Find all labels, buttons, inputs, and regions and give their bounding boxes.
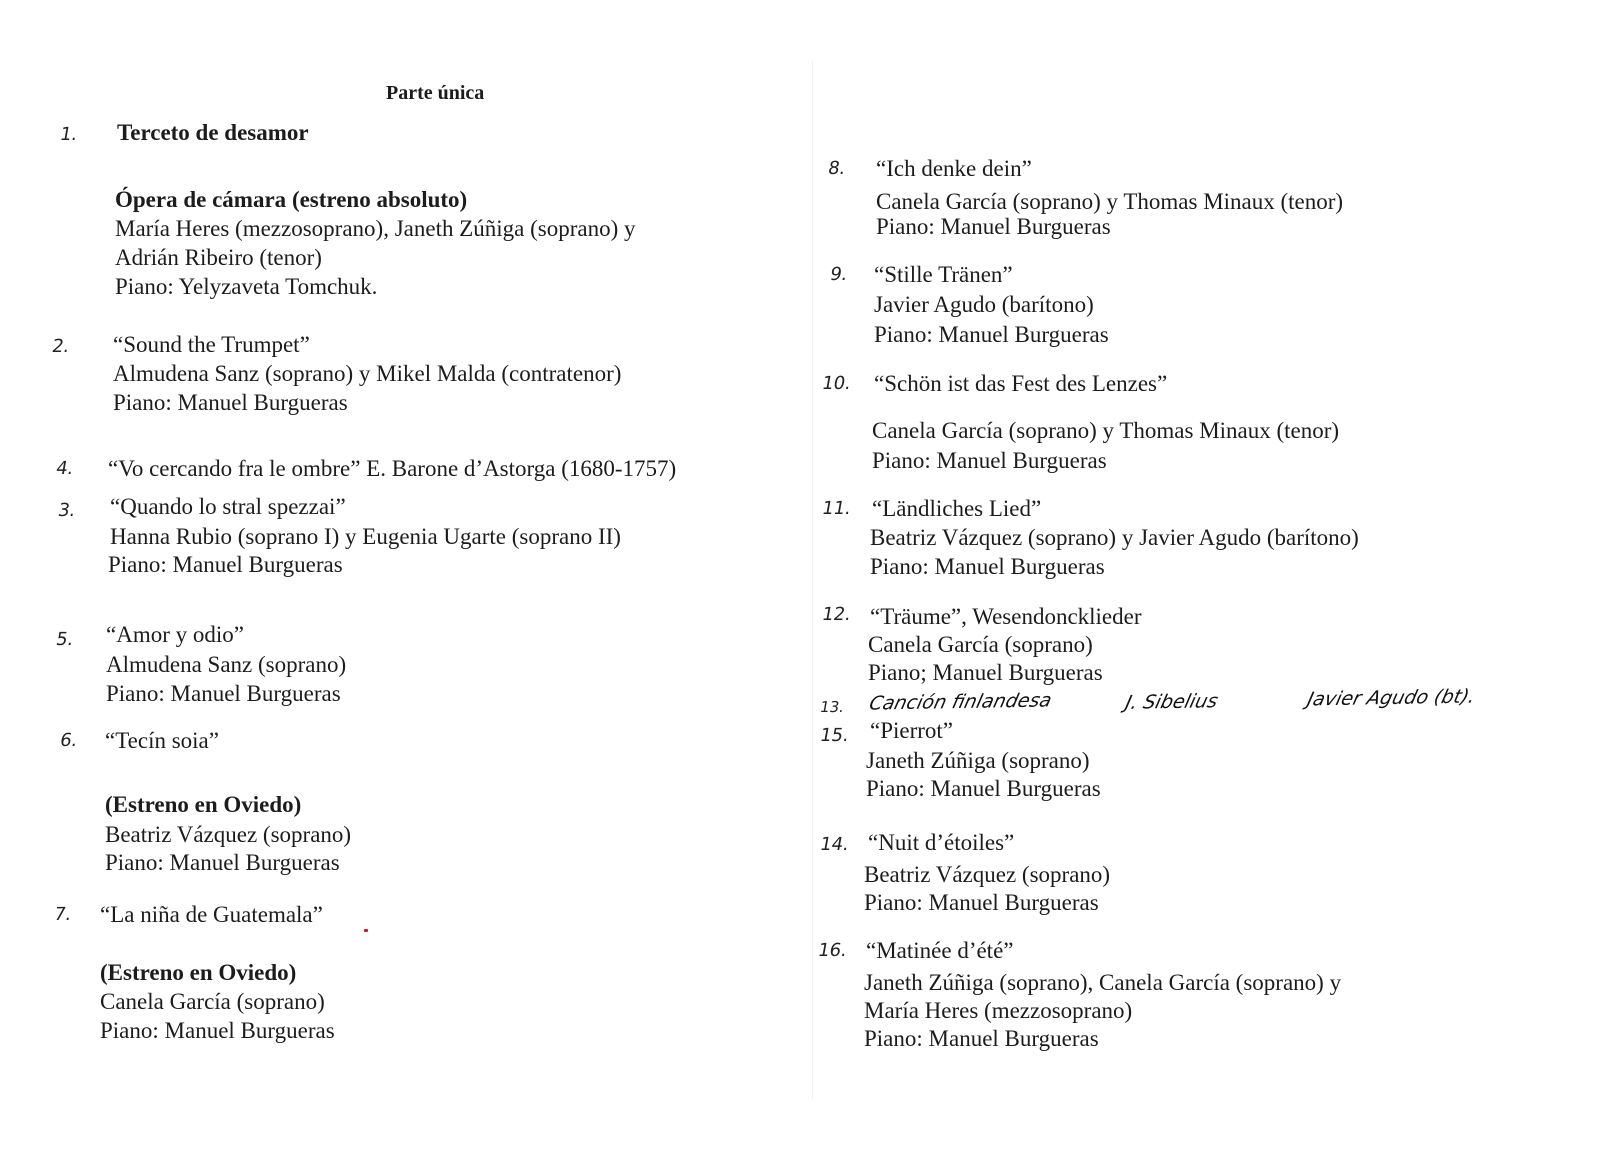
handwritten-composer: J. Sibelius xyxy=(1123,690,1221,714)
entry-piano: Piano: Manuel Burgueras xyxy=(866,776,1101,801)
entry-title: “Ich denke dein” xyxy=(876,156,1032,181)
entry-performers: Beatriz Vázquez (soprano) xyxy=(105,822,352,847)
entry-title: “Sound the Trumpet” xyxy=(113,332,310,357)
entry-number: 4. xyxy=(54,458,76,479)
entry-piano: Piano: Manuel Burgueras xyxy=(874,322,1109,347)
entry-title: Terceto de desamor xyxy=(117,120,309,145)
entry-performers: Almudena Sanz (soprano) xyxy=(106,652,347,677)
entry-number: 12. xyxy=(820,604,853,625)
entry-title: “La niña de Guatemala” xyxy=(100,902,323,927)
entry-piano: Piano: Manuel Burgueras xyxy=(108,552,343,577)
entry-piano: Piano: Manuel Burgueras xyxy=(876,214,1111,239)
entry-piano: Piano: Manuel Burgueras xyxy=(113,390,348,415)
entry-number: 1. xyxy=(58,124,80,145)
entry-piano: Piano: Yelyzaveta Tomchuk. xyxy=(115,274,378,299)
entry-title: “Matinée d’été” xyxy=(866,938,1014,963)
entry-title: “Schön ist das Fest des Lenzes” xyxy=(874,371,1168,396)
entry-title: “Stille Tränen” xyxy=(874,262,1013,287)
entry-piano: Piano: Manuel Burgueras xyxy=(106,681,341,706)
entry-performers: Canela García (soprano) xyxy=(100,989,325,1014)
entry-performers: Canela García (soprano) xyxy=(868,632,1093,657)
entry-number: 11. xyxy=(820,498,853,519)
entry-title: “Nuit d’étoiles” xyxy=(868,830,1015,855)
entry-title: “Ländliches Lied” xyxy=(872,496,1042,521)
entry-title: “Tecín soia” xyxy=(105,728,219,753)
entry-number: 7. xyxy=(52,904,74,925)
entry-title: “Amor y odio” xyxy=(106,622,244,647)
entry-piano: Piano: Manuel Burgueras xyxy=(864,890,1099,915)
entry-performers: Almudena Sanz (soprano) y Mikel Malda (contratenor) xyxy=(113,361,622,386)
entry-performers: Beatriz Vázquez (soprano) y Javier Agudo (barítono) xyxy=(870,525,1359,550)
entry-performers: Canela García (soprano) y Thomas Minaux (tenor) xyxy=(876,189,1344,214)
entry-piano: Piano: Manuel Burgueras xyxy=(864,1026,1099,1051)
entry-piano: Piano: Manuel Burgueras xyxy=(105,850,340,875)
entry-performers: Janeth Zúñiga (soprano), Canela García (soprano) y xyxy=(864,970,1342,995)
handwritten-performers: Javier Agudo (bt). xyxy=(1305,685,1478,711)
entry-performers: Beatriz Vázquez (soprano) xyxy=(864,862,1111,887)
entry-performers: Adrián Ribeiro (tenor) xyxy=(115,245,322,270)
entry-number: 6. xyxy=(58,730,80,751)
entry-number: 13. xyxy=(818,698,846,716)
entry-title: “Vo cercando fra le ombre” E. Barone d’Astorga (1680-1757) xyxy=(108,456,677,481)
entry-performers: Hanna Rubio (soprano I) y Eugenia Ugarte (soprano II) xyxy=(110,524,621,549)
entry-performers: María Heres (mezzosoprano), Janeth Zúñiga (soprano) y xyxy=(115,216,636,241)
entry-subtitle: Ópera de cámara (estreno absoluto) xyxy=(115,187,468,212)
entry-performers: Javier Agudo (barítono) xyxy=(874,292,1094,317)
entry-piano: Piano; Manuel Burgueras xyxy=(868,660,1103,685)
entry-number: 2. xyxy=(50,336,72,357)
entry-number: 10. xyxy=(820,373,853,394)
entry-title: “Pierrot” xyxy=(870,718,954,743)
red-pen-mark xyxy=(364,929,368,932)
entry-number: 16. xyxy=(816,940,849,961)
entry-piano: Piano: Manuel Burgueras xyxy=(872,448,1107,473)
entry-performers: María Heres (mezzosoprano) xyxy=(864,998,1133,1023)
page-fold-divider xyxy=(812,60,813,1100)
entry-premiere-note: (Estreno en Oviedo) xyxy=(100,960,297,985)
entry-number: 15. xyxy=(818,725,851,746)
program-heading: Parte única xyxy=(386,82,485,104)
entry-number: 8. xyxy=(826,158,848,179)
entry-premiere-note: (Estreno en Oviedo) xyxy=(105,792,302,817)
entry-title: “Quando lo stral spezzai” xyxy=(110,494,346,519)
entry-title: “Träume”, Wesendoncklieder xyxy=(870,604,1142,629)
entry-piano: Piano: Manuel Burgueras xyxy=(870,554,1105,579)
entry-number: 5. xyxy=(54,629,76,650)
entry-performers: Janeth Zúñiga (soprano) xyxy=(866,748,1090,773)
entry-number: 9. xyxy=(828,264,850,285)
entry-performers: Canela García (soprano) y Thomas Minaux (tenor) xyxy=(872,418,1340,443)
handwritten-title: Canción finlandesa xyxy=(867,689,1054,715)
entry-number: 14. xyxy=(818,834,851,855)
entry-number: 3. xyxy=(56,500,78,521)
entry-piano: Piano: Manuel Burgueras xyxy=(100,1018,335,1043)
